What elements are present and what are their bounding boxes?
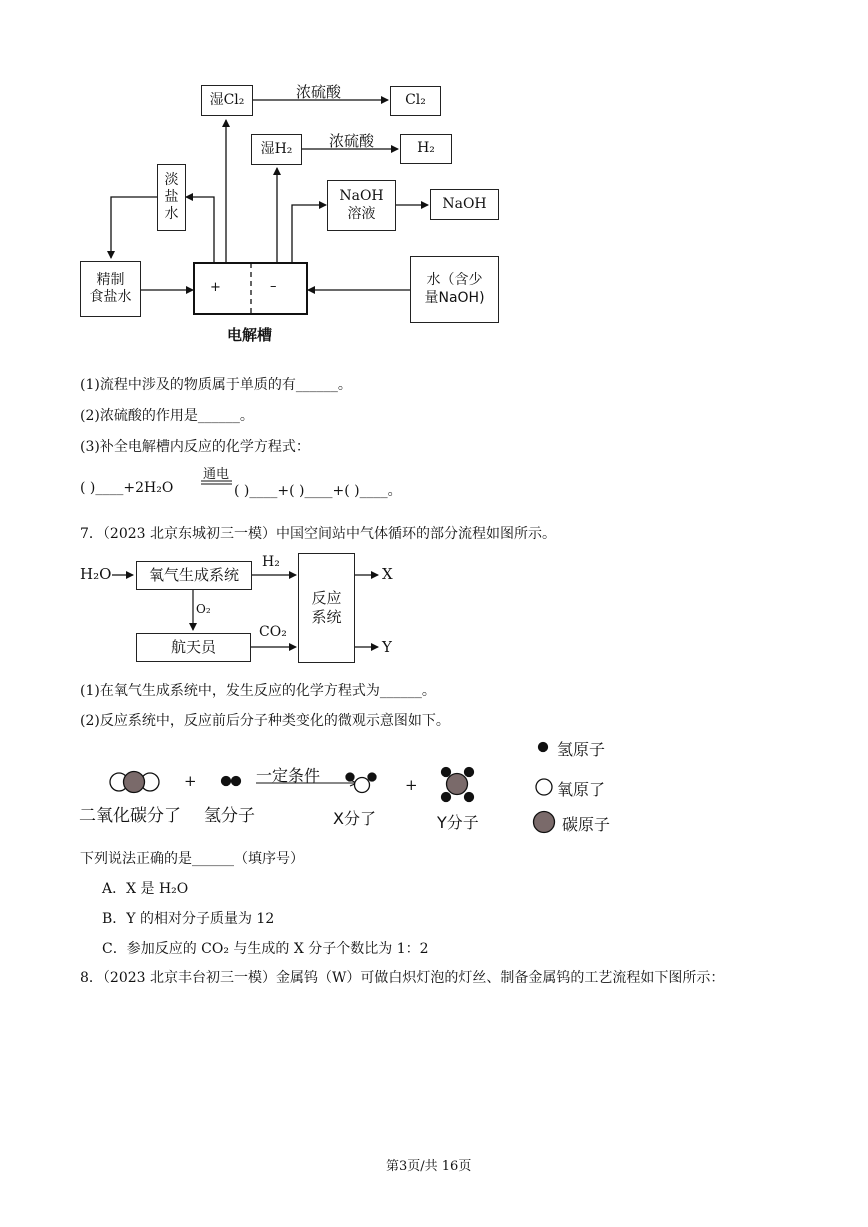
- x-oxygen-atom: [355, 778, 370, 793]
- h2-atom-1: [222, 777, 231, 786]
- q6-part1: (1)流程中涉及的物质属于单质的有______。: [80, 377, 352, 393]
- q7-part1: (1)在氧气生成系统中，发生反应的化学方程式为______。: [80, 683, 436, 699]
- cathode-minus: –: [270, 279, 277, 294]
- legend-oxygen-label: 氧原了: [557, 780, 606, 799]
- x-molecule-label: X分了: [333, 809, 376, 828]
- astronaut-label: 航天员: [170, 638, 216, 657]
- q7-title: 7．（2023 北京东城初三一模）中国空间站中气体循环的部分流程如图所示。: [80, 526, 556, 542]
- x-hydrogen-atom-right: [368, 773, 376, 781]
- y-carbon-atom: [447, 774, 468, 795]
- plus-sign-1: +: [184, 772, 197, 790]
- h2-label: H₂: [417, 140, 435, 157]
- co2-carbon-atom: [124, 772, 145, 793]
- q7-part3: 下列说法正确的是______（填序号）: [80, 851, 304, 867]
- legend-hydrogen-label: 氢原子: [557, 740, 606, 759]
- q7-option-b: B．Y 的相对分子质量为 12: [102, 911, 275, 927]
- q7-part2: (2)反应系统中，反应前后分子种类变化的微观示意图如下。: [80, 713, 450, 729]
- y-hydrogen-atom-1: [442, 768, 451, 777]
- x-hydrogen-atom-left: [346, 773, 354, 781]
- wet-h2-label: 湿H₂: [260, 140, 293, 157]
- legend-carbon-marker: [534, 812, 555, 833]
- h2-molecule-label: 氢分子: [204, 806, 255, 826]
- anode-plus: +: [210, 280, 221, 295]
- q6-part2: (2)浓硫酸的作用是______。: [80, 408, 254, 424]
- cell-caption: 电解槽: [227, 326, 273, 344]
- naoh-label: NaOH: [442, 195, 487, 212]
- q6-equation-right: ( )____+( )____+( )____。: [234, 483, 402, 499]
- y-molecule-label: Y分子: [437, 813, 479, 832]
- h2o-label: H₂O: [80, 565, 112, 583]
- naoh-solution-label: NaOH 溶液: [339, 188, 384, 222]
- q6-part3: (3)补全电解槽内反应的化学方程式：: [80, 439, 310, 455]
- q8-title: 8．（2023 北京丰台初三一模）金属钨（W）可做白炽灯泡的灯丝、制备金属钨的工艺流程如下图所示：: [80, 970, 725, 986]
- reaction-system-label: 反应 系统: [311, 589, 342, 626]
- water-label: 水（含少 量NaOH): [424, 272, 485, 306]
- page-footer: 第3页/共 16页: [386, 1159, 472, 1174]
- x-output: X: [382, 565, 393, 583]
- y-output: Y: [382, 638, 392, 656]
- o2-generation-label: 氧气生成系统: [148, 566, 239, 585]
- legend-hydrogen-marker: [539, 743, 548, 752]
- q6-equation-left: ( )____+2H₂O: [80, 480, 174, 496]
- q7-option-a: A．X 是 H₂O: [102, 881, 189, 897]
- y-hydrogen-atom-4: [465, 793, 474, 802]
- plus-sign-2: +: [405, 776, 418, 794]
- q7-option-c: C．参加反应的 CO₂ 与生成的 X 分子个数比为 1：2: [102, 941, 429, 957]
- wet-cl2-label: 湿Cl₂: [209, 91, 245, 108]
- legend-oxygen-marker: [536, 779, 552, 795]
- refined-brine-label: 精制 食盐水: [89, 271, 132, 305]
- q6-equation-condition: 通电: [203, 467, 230, 482]
- o2-flow-label: O₂: [196, 602, 211, 616]
- dilute-brine-label: 淡 盐 水: [164, 172, 179, 222]
- co2-flow-label: CO₂: [259, 624, 287, 640]
- acid-label-1: 浓硫酸: [296, 83, 342, 101]
- h2-flow-label: H₂: [262, 554, 280, 570]
- co2-molecule-label: 二氧化碳分了: [79, 806, 181, 826]
- acid-label-2: 浓硫酸: [329, 132, 375, 150]
- legend-carbon-label: 碳原子: [562, 815, 611, 834]
- reaction-condition: 一定条件: [256, 766, 321, 785]
- h2-atom-2: [232, 777, 241, 786]
- y-hydrogen-atom-3: [442, 793, 451, 802]
- cl2-label: Cl₂: [405, 92, 426, 109]
- y-hydrogen-atom-2: [465, 768, 474, 777]
